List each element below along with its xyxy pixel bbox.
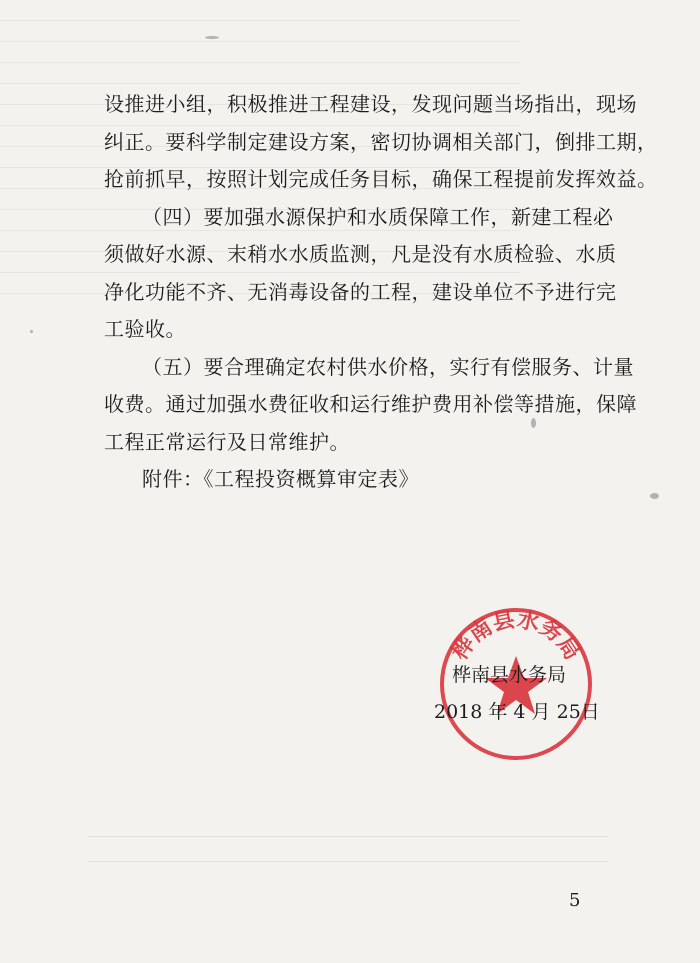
body-line-3: 抢前抓早，按照计划完成任务目标，确保工程提前发挥效益。 bbox=[104, 167, 658, 191]
paragraph-5-line-1: （五）要合理确定农村供水价格，实行有偿服务、计量 bbox=[142, 355, 634, 379]
issue-date: 2018 年 4 月 25日 bbox=[434, 701, 600, 723]
paragraph-4-line-2: 须做好水源、末稍水水质监测，凡是没有水质检验、水质 bbox=[104, 242, 617, 266]
scan-speck bbox=[205, 36, 219, 39]
paragraph-4-line-4: 工验收。 bbox=[104, 317, 186, 341]
attachment-line: 附件：《工程投资概算审定表》 bbox=[142, 467, 419, 491]
body-line-1: 设推进小组，积极推进工程建设，发现问题当场指出，现场 bbox=[104, 92, 637, 116]
show-through-row bbox=[0, 63, 520, 84]
body-line-2: 纠正。要科学制定建设方案，密切协调相关部门，倒排工期， bbox=[104, 130, 658, 154]
seal-text: 桦南县水务局 bbox=[447, 607, 585, 665]
scan-speck bbox=[531, 418, 536, 428]
page-number: 5 bbox=[569, 890, 581, 911]
scan-speck bbox=[650, 493, 659, 499]
paragraph-5-line-2: 收费。通过加强水费征收和运行维护费用补偿等措施，保障 bbox=[104, 392, 637, 416]
show-through-row bbox=[0, 21, 520, 42]
scan-speck bbox=[30, 330, 33, 333]
issuing-organization: 桦南县水务局 bbox=[452, 664, 567, 686]
paragraph-4-line-3: 净化功能不齐、无消毒设备的工程，建设单位不予进行完 bbox=[104, 280, 617, 304]
show-through-row bbox=[0, 0, 520, 21]
paragraph-5-line-3: 工程正常运行及日常维护。 bbox=[104, 430, 350, 454]
show-through-footer bbox=[88, 836, 608, 862]
show-through-row bbox=[0, 42, 520, 63]
paragraph-4-line-1: （四）要加强水源保护和水质保障工作，新建工程必 bbox=[142, 205, 614, 229]
